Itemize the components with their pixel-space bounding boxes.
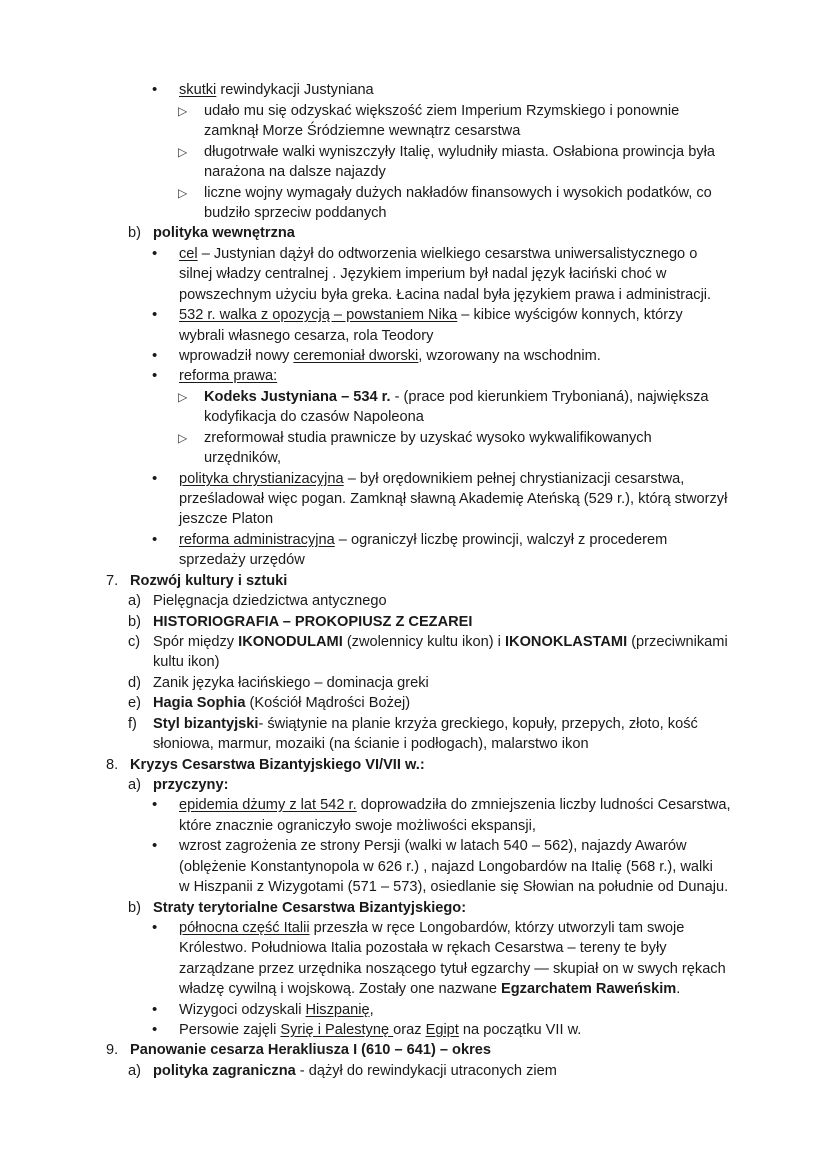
text-segment: władzę cywilną i wojskową. Zostały one nazwane <box>179 981 502 997</box>
text-segment: prześladował więc pogan. Zamknął sławną Akademię Ateńską (529 r.), którą stworzył <box>179 491 728 507</box>
text-line <box>179 366 277 386</box>
text-segment: jeszcze Platon <box>179 511 274 527</box>
text-segment: budziło sprzeciw poddanych <box>204 205 387 221</box>
bold-term: Styl bizantyjski <box>153 716 259 732</box>
text-line <box>204 183 712 203</box>
underlined-term: skutki <box>179 82 217 98</box>
text-line <box>153 223 295 243</box>
bold-term: Straty terytorialne Cesarstwa Bizantyjskiego: <box>153 900 467 916</box>
text-line <box>153 632 728 652</box>
text-line <box>179 326 433 346</box>
list-number: b) <box>128 614 141 630</box>
list-number: a) <box>128 777 141 793</box>
text-segment: długotrwałe walki wyniszczyły Italię, wyludniły miasta. Osłabiona prowincja była <box>204 144 715 160</box>
text-line <box>179 285 711 305</box>
text-segment: zamknął Morze Śródziemne wewnątrz cesarstwa <box>204 123 521 139</box>
bullet-marker: • <box>152 306 158 323</box>
text-line <box>179 264 666 284</box>
list-number: d) <box>128 675 141 691</box>
bold-term: Egzarchatem Raweńskim <box>501 981 677 997</box>
text-line <box>153 673 429 693</box>
text-line <box>153 612 472 632</box>
bullet-marker: • <box>152 245 158 262</box>
bullet-marker: • <box>152 81 158 98</box>
bold-term: Rozwój kultury i sztuki <box>130 573 288 589</box>
text-segment: doprowadziła do zmniejszenia liczby ludności Cesarstwa, <box>356 797 731 813</box>
triangle-bullet-icon: ▷ <box>178 145 188 159</box>
bullet-marker: • <box>152 367 158 384</box>
underlined-term: ceremoniał dworski <box>293 348 419 364</box>
underlined-term: reforma prawa: <box>179 368 278 384</box>
underlined-term: 532 r. walka z opozycją – powstaniem Nika <box>179 307 458 323</box>
text-line <box>179 795 731 815</box>
text-segment: w Hiszpanii z Wizygotami (571 – 573), osiedlanie się Słowian na południe od Dunaju. <box>179 879 729 895</box>
text-line <box>179 244 697 264</box>
text-line <box>153 734 589 754</box>
list-number: b) <box>128 225 141 241</box>
text-segment: wprowadził nowy <box>179 348 294 364</box>
text-segment: silnej władzy centralnej . Językiem imperium był nadal język łaciński choć w <box>179 266 667 282</box>
bold-term: Kryzys Cesarstwa Bizantyjskiego VI/VII w.: <box>130 757 425 773</box>
list-number: b) <box>128 900 141 916</box>
bold-term: Panowanie cesarza Herakliusza I (610 – 641) – okres <box>130 1042 491 1058</box>
triangle-bullet-icon: ▷ <box>178 186 188 200</box>
text-segment: sprzedaży urzędów <box>179 552 305 568</box>
bullet-marker: • <box>152 837 158 854</box>
text-line <box>153 652 220 672</box>
text-line <box>204 407 424 427</box>
text-segment: na początku VII w. <box>458 1022 582 1038</box>
text-line <box>179 938 667 958</box>
text-segment: – kibice wyścigów konnych, którzy <box>457 307 683 323</box>
text-line <box>153 1061 557 1081</box>
text-line <box>179 346 601 366</box>
bold-term: IKONODULAMI <box>238 634 343 650</box>
text-line <box>179 305 683 325</box>
underlined-term: reforma administracyjna <box>179 532 335 548</box>
bold-term: polityka zagraniczna <box>153 1063 296 1079</box>
text-segment: zarządzane przez urzędnika noszącego tytuł egzarchy — skupiał on w swych rękach <box>179 961 726 977</box>
text-line <box>204 101 679 121</box>
text-line <box>179 469 684 489</box>
text-segment: - dążył do rewindykacji utraconych ziem <box>295 1063 557 1079</box>
text-line <box>153 898 466 918</box>
text-line <box>179 836 687 856</box>
text-line <box>130 1040 491 1060</box>
text-line <box>204 428 652 448</box>
text-line <box>179 1020 581 1040</box>
list-number: a) <box>128 1063 141 1079</box>
text-line <box>179 550 305 570</box>
text-line <box>179 530 667 550</box>
text-segment: rewindykacji Justyniana <box>216 82 374 98</box>
bold-term: IKONOKLASTAMI <box>504 634 628 650</box>
text-segment: zreformował studia prawnicze by uzyskać wysoko wykwalifikowanych <box>204 430 652 446</box>
bold-term: HISTORIOGRAFIA – PROKOPIUSZ Z CEZAREI <box>153 614 473 630</box>
text-segment: urzędników, <box>204 450 282 466</box>
list-number: e) <box>128 695 141 711</box>
text-segment: . <box>676 981 681 997</box>
text-segment: wybrali własnego cesarza, rola Teodory <box>179 328 434 344</box>
text-segment: – Justynian dążył do odtworzenia wielkiego cesarstwa uniwersalistycznego o <box>197 246 698 262</box>
underlined-term: północna część Italii <box>179 920 310 936</box>
underlined-term: Hiszpanię <box>305 1002 370 1018</box>
text-segment: (oblężenie Konstantynopola w 626 r.) , najazd Longobardów na Italię (568 r.), walki <box>179 859 713 875</box>
bullet-marker: • <box>152 1001 158 1018</box>
text-segment: (zwolennicy kultu ikon) i <box>342 634 505 650</box>
triangle-bullet-icon: ▷ <box>178 431 188 445</box>
underlined-term: Syrię i Palestynę <box>280 1022 394 1038</box>
text-segment: Spór między <box>153 634 239 650</box>
text-line <box>130 571 287 591</box>
text-segment: które znacznie ograniczyło swoje możliwości ekspansji, <box>179 818 536 834</box>
text-segment: , wzorowany na wschodnim. <box>418 348 601 364</box>
text-line <box>179 1000 374 1020</box>
text-segment: - świątynie na planie krzyża greckiego, kopuły, przepych, złoto, kość <box>258 716 698 732</box>
text-line <box>179 857 713 877</box>
text-line <box>153 591 387 611</box>
text-line <box>179 80 374 100</box>
text-segment: słoniowa, marmur, mozaiki (na ścianie i podłogach), malarstwo ikon <box>153 736 589 752</box>
bullet-marker: • <box>152 1021 158 1038</box>
list-number: c) <box>128 634 141 650</box>
text-segment: liczne wojny wymagały dużych nakładów finansowych i wysokich podatków, co <box>204 185 712 201</box>
text-segment: , <box>369 1002 374 1018</box>
text-segment: – był orędownikiem pełnej chrystianizacji cesarstwa, <box>343 471 685 487</box>
list-number: 8. <box>106 757 119 773</box>
text-segment: Zanik języka łacińskiego – dominacja greki <box>153 675 429 691</box>
underlined-term: epidemia dżumy z lat 542 r. <box>179 797 357 813</box>
bold-term: polityka wewnętrzna <box>153 225 295 241</box>
underlined-term: cel <box>179 246 198 262</box>
bullet-marker: • <box>152 347 158 364</box>
text-segment: Pielęgnacja dziedzictwa antycznego <box>153 593 387 609</box>
list-number: f) <box>128 716 137 732</box>
text-segment: Królestwo. Południowa Italia pozostała w rękach Cesarstwa – tereny te były <box>179 940 667 956</box>
text-line <box>204 162 386 182</box>
text-line <box>204 448 281 468</box>
text-line <box>153 775 228 795</box>
text-segment: (Kościół Mądrości Bożej) <box>245 695 411 711</box>
text-segment: udało mu się odzyskać większość ziem Imperium Rzymskiego i ponownie <box>204 103 680 119</box>
bold-term: przyczyny: <box>153 777 229 793</box>
list-number: 7. <box>106 573 119 589</box>
text-segment: - (prace pod kierunkiem Trybonianá), największa <box>390 389 709 405</box>
text-line <box>179 509 273 529</box>
text-line <box>179 979 680 999</box>
bullet-marker: • <box>152 531 158 548</box>
bold-term: Kodeks Justyniana – 534 r. <box>204 389 391 405</box>
text-line <box>153 714 698 734</box>
underlined-term: Egipt <box>425 1022 459 1038</box>
text-line <box>179 816 536 836</box>
text-line <box>179 918 684 938</box>
triangle-bullet-icon: ▷ <box>178 104 188 118</box>
bullet-marker: • <box>152 470 158 487</box>
bullet-marker: • <box>152 796 158 813</box>
text-segment: oraz <box>393 1022 426 1038</box>
text-segment: Wizygoci odzyskali <box>179 1002 306 1018</box>
text-segment: (przeciwnikami <box>627 634 728 650</box>
text-segment: Persowie zajęli <box>179 1022 281 1038</box>
bold-term: Hagia Sophia <box>153 695 246 711</box>
text-line <box>204 142 715 162</box>
text-segment: kultu ikon) <box>153 654 220 670</box>
text-segment: – ograniczył liczbę prowincji, walczył z procederem <box>334 532 668 548</box>
text-segment: kodyfikacja do czasów Napoleona <box>204 409 424 425</box>
text-segment: przeszła w ręce Longobardów, którzy utworzyli tam swoje <box>309 920 685 936</box>
text-line <box>153 693 410 713</box>
list-number: a) <box>128 593 141 609</box>
text-line <box>204 203 387 223</box>
text-segment: powszechnym użyciu była greka. Łacina nadal była językiem prawa i administracji. <box>179 287 712 303</box>
text-segment: narażona na dalsze najazdy <box>204 164 386 180</box>
text-line <box>204 387 709 407</box>
text-line <box>179 489 727 509</box>
list-number: 9. <box>106 1042 119 1058</box>
underlined-term: polityka chrystianizacyjna <box>179 471 344 487</box>
bullet-marker: • <box>152 919 158 936</box>
text-line <box>204 121 520 141</box>
text-line <box>130 755 425 775</box>
triangle-bullet-icon: ▷ <box>178 390 188 404</box>
text-line <box>179 959 726 979</box>
text-line <box>179 877 728 897</box>
text-segment: wzrost zagrożenia ze strony Persji (walki w latach 540 – 562), najazdy Awarów <box>179 838 687 854</box>
